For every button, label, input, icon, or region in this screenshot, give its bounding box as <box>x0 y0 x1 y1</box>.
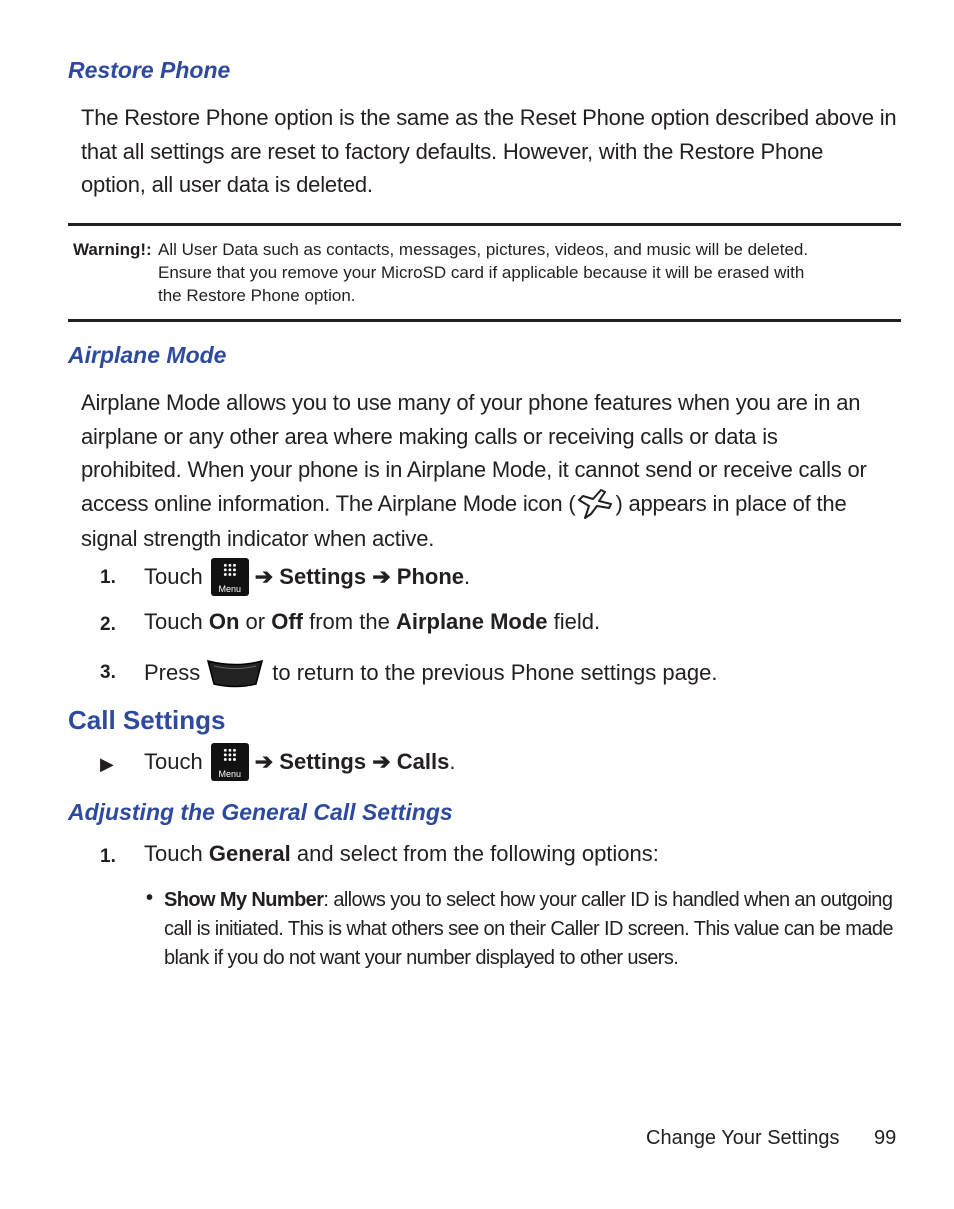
step-2 <box>144 609 600 635</box>
paragraph-line: The Restore Phone option is the same as the Reset Phone option described above in <box>81 105 897 130</box>
airplane-mode-heading: Airplane Mode <box>68 342 227 368</box>
step-text: or <box>245 609 266 634</box>
paragraph-line: Airplane Mode allows you to use many of your phone features when you are in an <box>81 390 861 415</box>
paragraph-text: ) appears in place of the <box>615 490 847 516</box>
on-label: On <box>208 609 240 634</box>
settings-label: Settings <box>279 749 367 774</box>
step-text: Press <box>144 660 201 685</box>
paragraph-line: signal strength indicator when active. <box>81 525 435 551</box>
step-text: Touch <box>144 609 203 634</box>
option-text: : allows you to select how your caller ID is handled when an outgoing <box>323 889 893 911</box>
step-1 <box>144 557 470 597</box>
bullet-icon: ▶ <box>100 754 114 774</box>
paragraph-text: access online information. The Airplane Mode icon ( <box>81 490 576 516</box>
step-number: 3. <box>100 662 116 683</box>
menu-label: Menu <box>218 584 241 594</box>
warning-line: the Restore Phone option. <box>158 286 356 305</box>
step-3 <box>144 655 717 691</box>
option-line: call is initiated. This is what others see on their Caller ID screen. This value can be made <box>164 918 893 940</box>
step-text: to return to the previous Phone settings page. <box>272 660 718 685</box>
menu-icon[interactable] <box>211 743 249 781</box>
step-text: Touch <box>144 749 203 774</box>
paragraph-line: prohibited. When your phone is in Airplane Mode, it cannot send or receive calls or <box>81 457 867 482</box>
arrow-icon: ➔ <box>254 749 274 774</box>
paragraph-line: airplane or any other area where making calls or receiving calls or data is <box>81 423 778 449</box>
step-number: 1. <box>100 846 116 867</box>
phone-label: Phone <box>396 564 464 589</box>
step-text: from the <box>309 609 390 634</box>
step-text: field. <box>553 609 601 634</box>
menu-icon[interactable] <box>211 558 249 596</box>
step-text: and select from the following options: <box>296 841 659 866</box>
show-my-number-option <box>164 886 893 973</box>
paragraph-line <box>81 487 867 522</box>
arrow-icon: ➔ <box>372 749 391 774</box>
bullet-icon: • <box>146 887 154 909</box>
option-line <box>164 886 893 915</box>
restore-phone-paragraph <box>81 101 896 202</box>
show-my-number-label: Show My Number <box>164 889 324 911</box>
period: . <box>449 749 456 774</box>
step-text: Touch <box>144 564 203 589</box>
paragraph-line: option, all user data is deleted. <box>81 172 373 197</box>
off-label: Off <box>271 609 303 634</box>
warning-line: All User Data such as contacts, messages, pictures, videos, and music will be deleted. <box>158 240 809 259</box>
warning-bottom-rule <box>68 319 901 322</box>
menu-label: Menu <box>218 769 241 779</box>
warning-label: Warning!: <box>73 240 152 259</box>
step-text: Touch <box>144 841 203 866</box>
end-key-icon[interactable] <box>206 658 264 688</box>
calls-label: Calls <box>396 749 450 774</box>
paragraph-line: that all settings are reset to factory defaults. However, with the Restore Phone <box>81 138 824 164</box>
warning-text <box>158 238 808 307</box>
page-number: 99 <box>874 1127 897 1149</box>
call-settings-heading: Call Settings <box>68 705 226 735</box>
call-settings-step <box>144 742 455 782</box>
restore-phone-heading: Restore Phone <box>68 57 231 83</box>
settings-label: Settings <box>279 564 367 589</box>
option-line: blank if you do not want your number displayed to other users. <box>164 947 679 969</box>
footer-section-title: Change Your Settings <box>646 1127 840 1149</box>
period: . <box>464 564 471 589</box>
general-label: General <box>208 841 291 866</box>
arrow-icon: ➔ <box>254 564 274 589</box>
step-number: 2. <box>100 614 116 635</box>
airplane-mode-paragraph <box>81 386 867 555</box>
warning-top-rule <box>68 223 901 226</box>
arrow-icon: ➔ <box>372 564 391 589</box>
general-call-settings-heading: Adjusting the General Call Settings <box>68 799 453 825</box>
airplane-mode-icon <box>575 488 615 522</box>
airplane-mode-field-label: Airplane Mode <box>395 609 548 634</box>
general-step <box>144 841 659 867</box>
warning-line: Ensure that you remove your MicroSD card if applicable because it will be erased with <box>158 263 805 282</box>
step-number: 1. <box>100 567 116 588</box>
